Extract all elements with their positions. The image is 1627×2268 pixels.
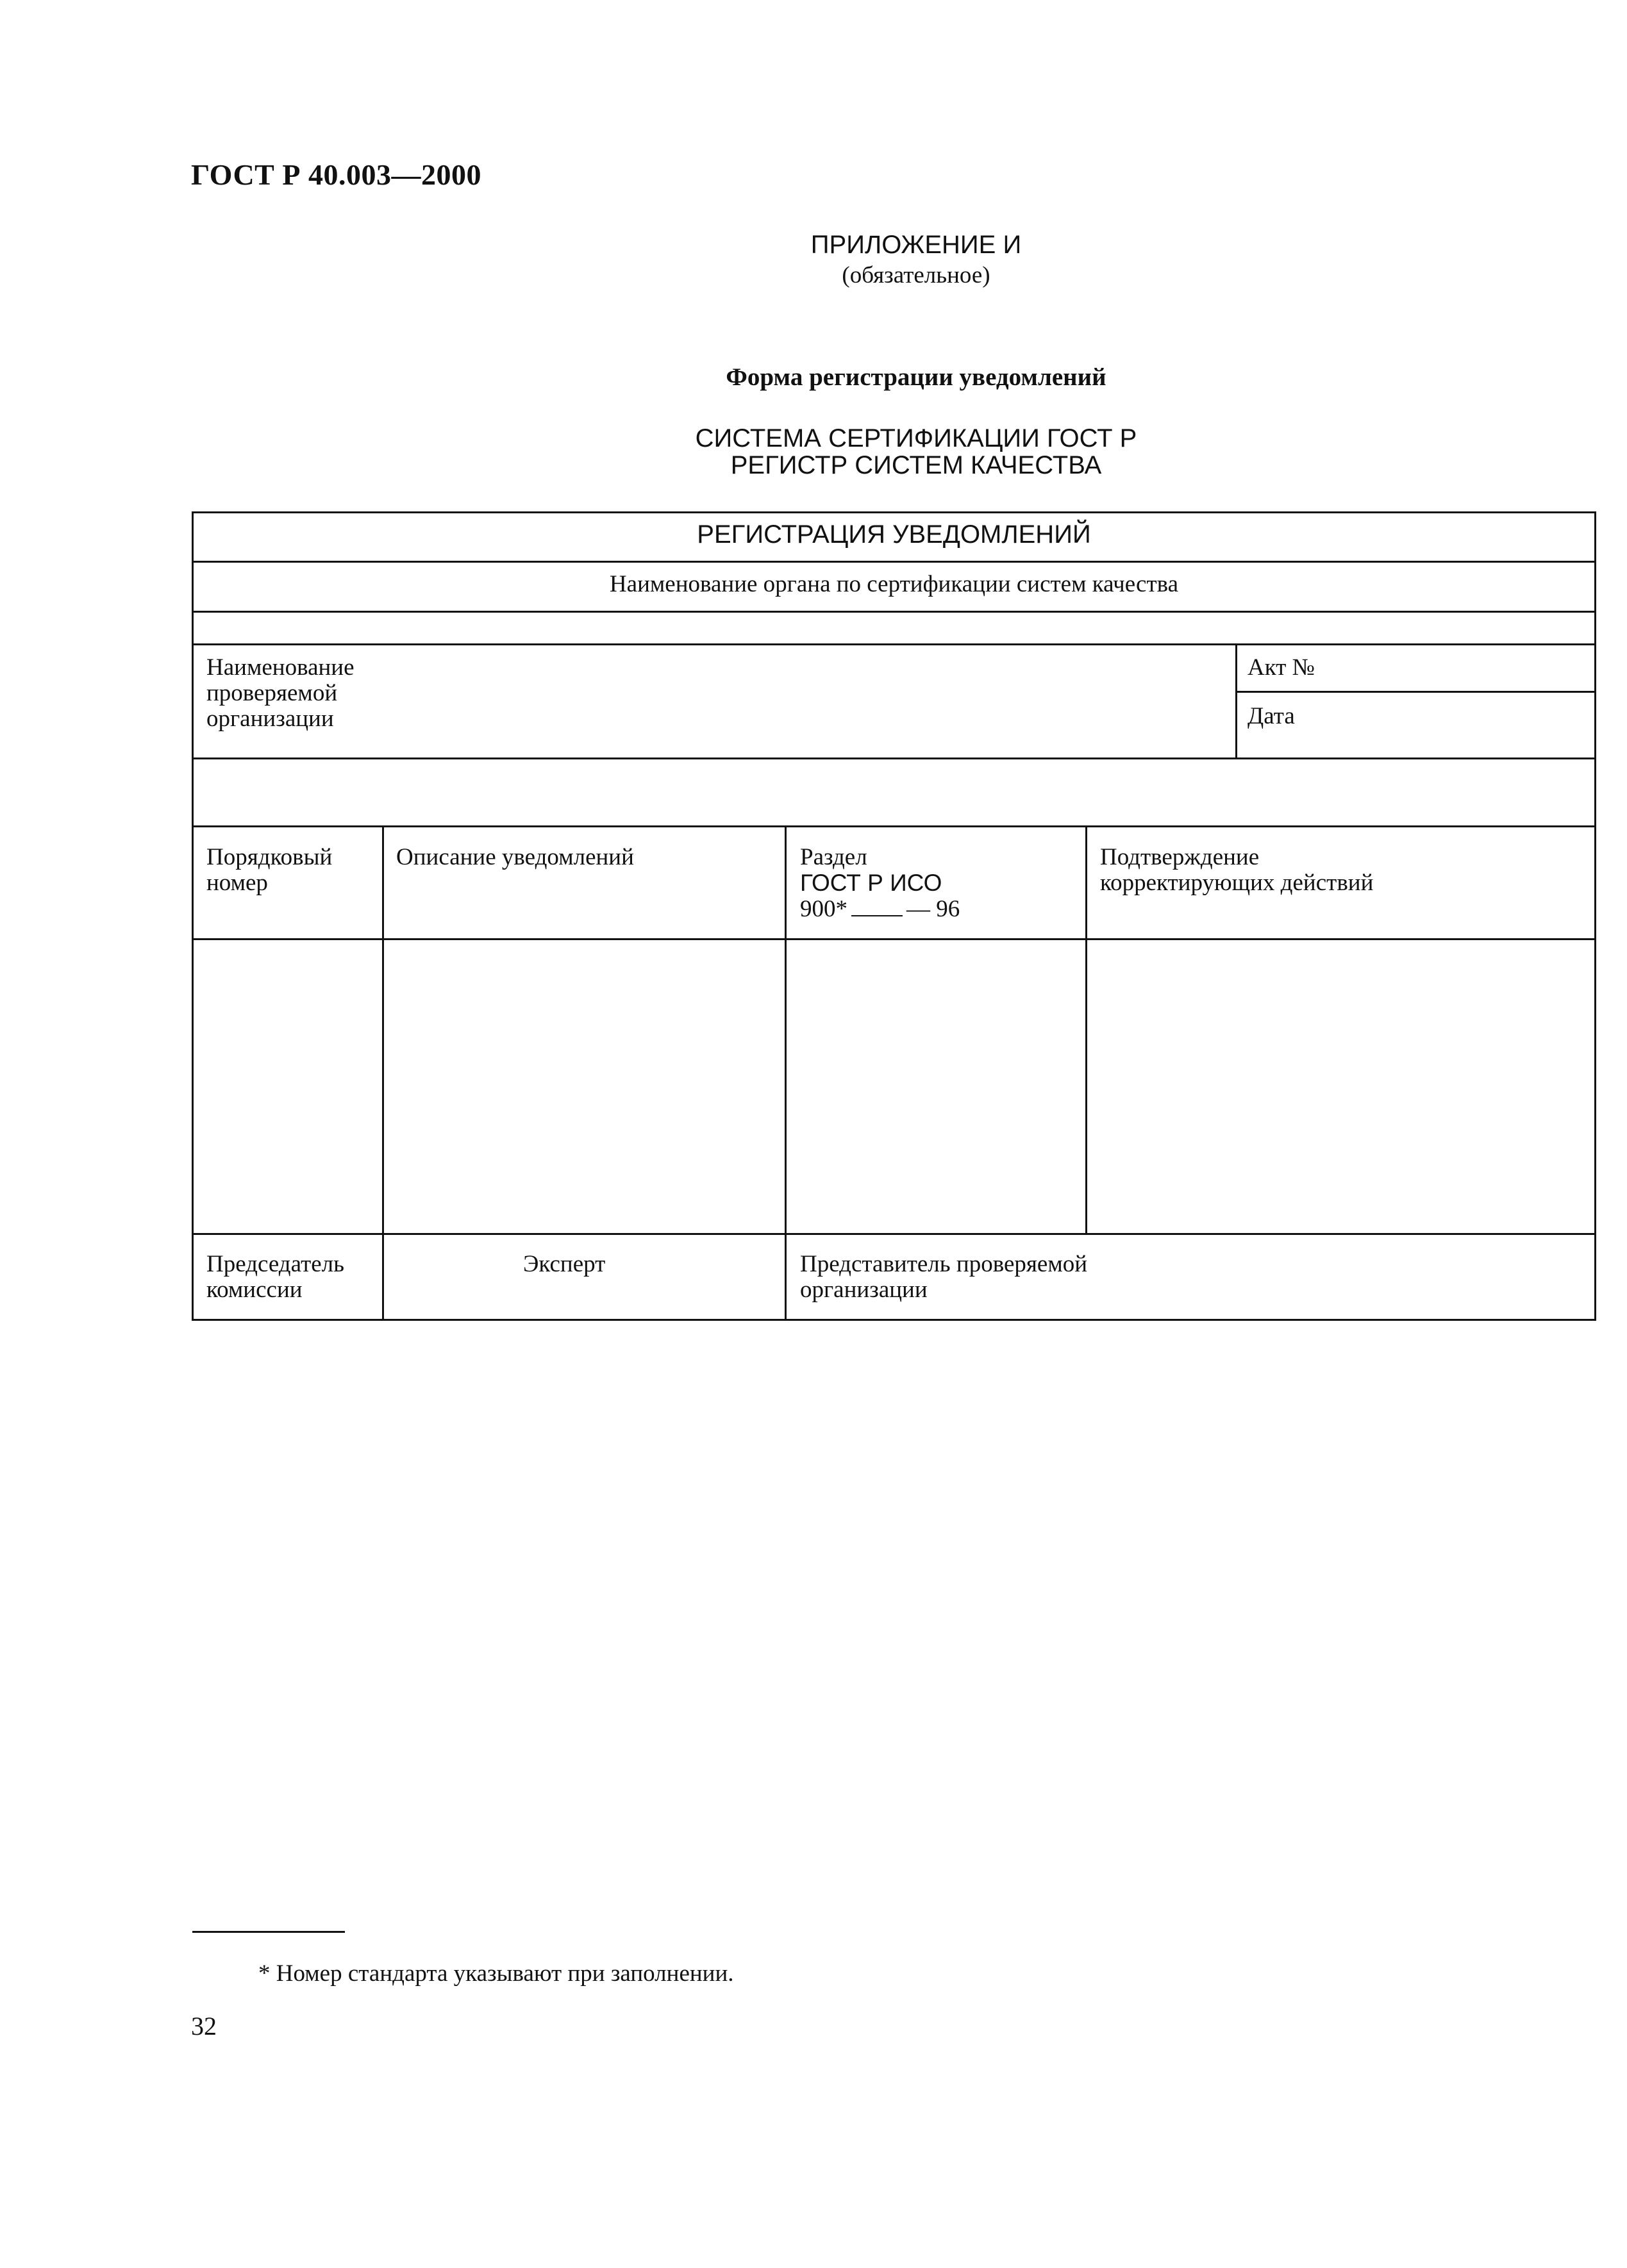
- annex-title: ПРИЛОЖЕНИЕ И: [810, 231, 1022, 259]
- annex-status: (обязательное): [842, 262, 990, 288]
- form-rule: [192, 1233, 1596, 1235]
- form-rule: [382, 825, 384, 1321]
- form-rule: [785, 825, 787, 1321]
- form-rule: [192, 611, 1596, 613]
- standard-year: — 96: [906, 896, 960, 922]
- signature-label-line: Представитель проверяемой: [800, 1251, 1088, 1277]
- column-header-line: корректирующих действий: [1100, 870, 1374, 896]
- organization-name-label-line: организации: [206, 706, 334, 732]
- signature-label-line: комиссии: [206, 1277, 303, 1303]
- column-header-line: номер: [206, 870, 268, 896]
- form-border-right: [1594, 511, 1596, 1321]
- organization-name-label: [206, 655, 355, 732]
- standard-number-field[interactable]: [851, 896, 903, 916]
- form-rule: [192, 643, 1596, 645]
- form-title: Форма регистрации уведомлений: [726, 363, 1106, 391]
- column-header-line: Порядковый: [206, 844, 333, 870]
- act-number-label: Акт №: [1247, 654, 1315, 681]
- column-header-line: Подтверждение: [1100, 844, 1260, 870]
- column-header-line: Описание уведомлений: [396, 844, 634, 870]
- column-header-line: ГОСТ Р ИСО: [800, 870, 942, 896]
- system-name: СИСТЕМА СЕРТИФИКАЦИИ ГОСТ Р: [695, 424, 1137, 452]
- form-border-top: [192, 511, 1596, 513]
- column-header-confirmation: [1100, 845, 1373, 896]
- form-rule: [192, 757, 1596, 759]
- standard-prefix: 900*: [800, 896, 847, 922]
- signature-label-line: организации: [800, 1277, 928, 1303]
- form-rule: [1237, 691, 1596, 693]
- standard-number-blank: [800, 896, 960, 922]
- register-name: РЕГИСТР СИСТЕМ КАЧЕСТВА: [730, 451, 1102, 479]
- column-header-number: [206, 845, 332, 896]
- footnote: * Номер стандарта указывают при заполнении.: [258, 1960, 734, 1987]
- form-border-left: [192, 511, 194, 1321]
- expert-signature-label: Эксперт: [523, 1251, 606, 1277]
- form-rule: [192, 938, 1596, 940]
- chairman-signature-label: [206, 1252, 344, 1303]
- form-rule: [192, 825, 1596, 827]
- footnote-separator: [192, 1931, 345, 1933]
- form-rule: [192, 561, 1596, 563]
- form-border-bottom: [192, 1319, 1596, 1321]
- column-header-line: Раздел: [800, 844, 867, 870]
- representative-signature-label: [800, 1252, 1087, 1303]
- organization-name-label-line: проверяемой: [206, 680, 338, 706]
- form-rule: [1085, 825, 1087, 1235]
- form-rule: [1235, 643, 1237, 759]
- form-heading: РЕГИСТРАЦИЯ УВЕДОМЛЕНИЙ: [697, 520, 1091, 549]
- column-header-section: [800, 845, 960, 922]
- date-label: Дата: [1247, 703, 1295, 729]
- certification-body-label: Наименование органа по сертификации систем качества: [609, 571, 1179, 597]
- page-number: 32: [191, 2012, 217, 2040]
- signature-label-line: Председатель: [206, 1251, 345, 1277]
- organization-name-label-line: Наименование: [206, 654, 355, 681]
- document-code: ГОСТ Р 40.003—2000: [191, 158, 481, 191]
- column-header-description: [396, 845, 634, 870]
